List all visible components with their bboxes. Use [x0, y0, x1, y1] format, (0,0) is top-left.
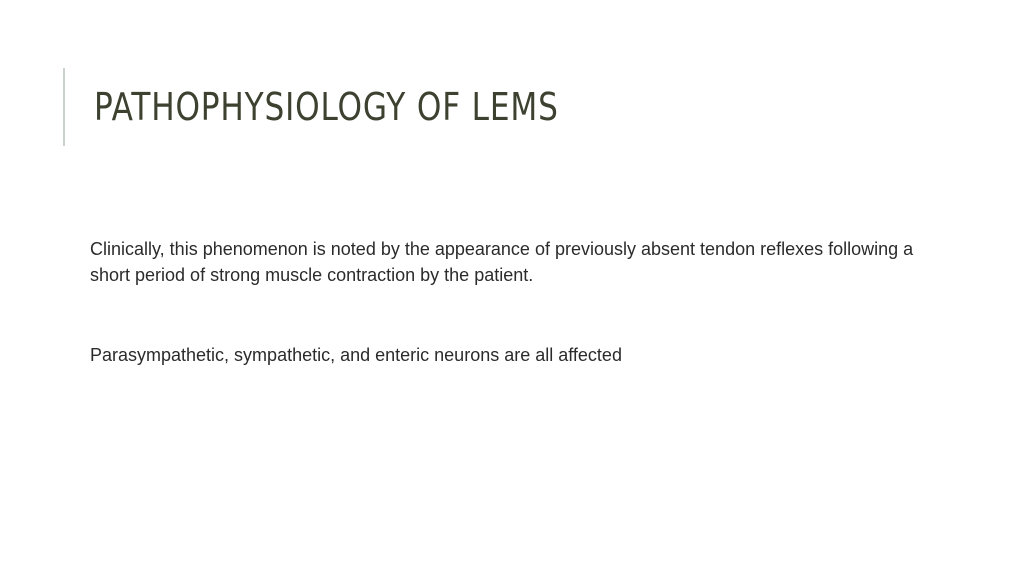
- slide-title: PATHOPHYSIOLOGY OF LEMS: [94, 85, 559, 129]
- body-paragraph-neurons: Parasympathetic, sympathetic, and enteric neurons are all affected: [90, 345, 622, 365]
- body-paragraph-clinical: Clinically, this phenomenon is noted by the appearance of previously absent tendon reflexes following a short period of strong muscle contraction by the patient.: [90, 239, 914, 285]
- title-accent-rule: [63, 68, 65, 146]
